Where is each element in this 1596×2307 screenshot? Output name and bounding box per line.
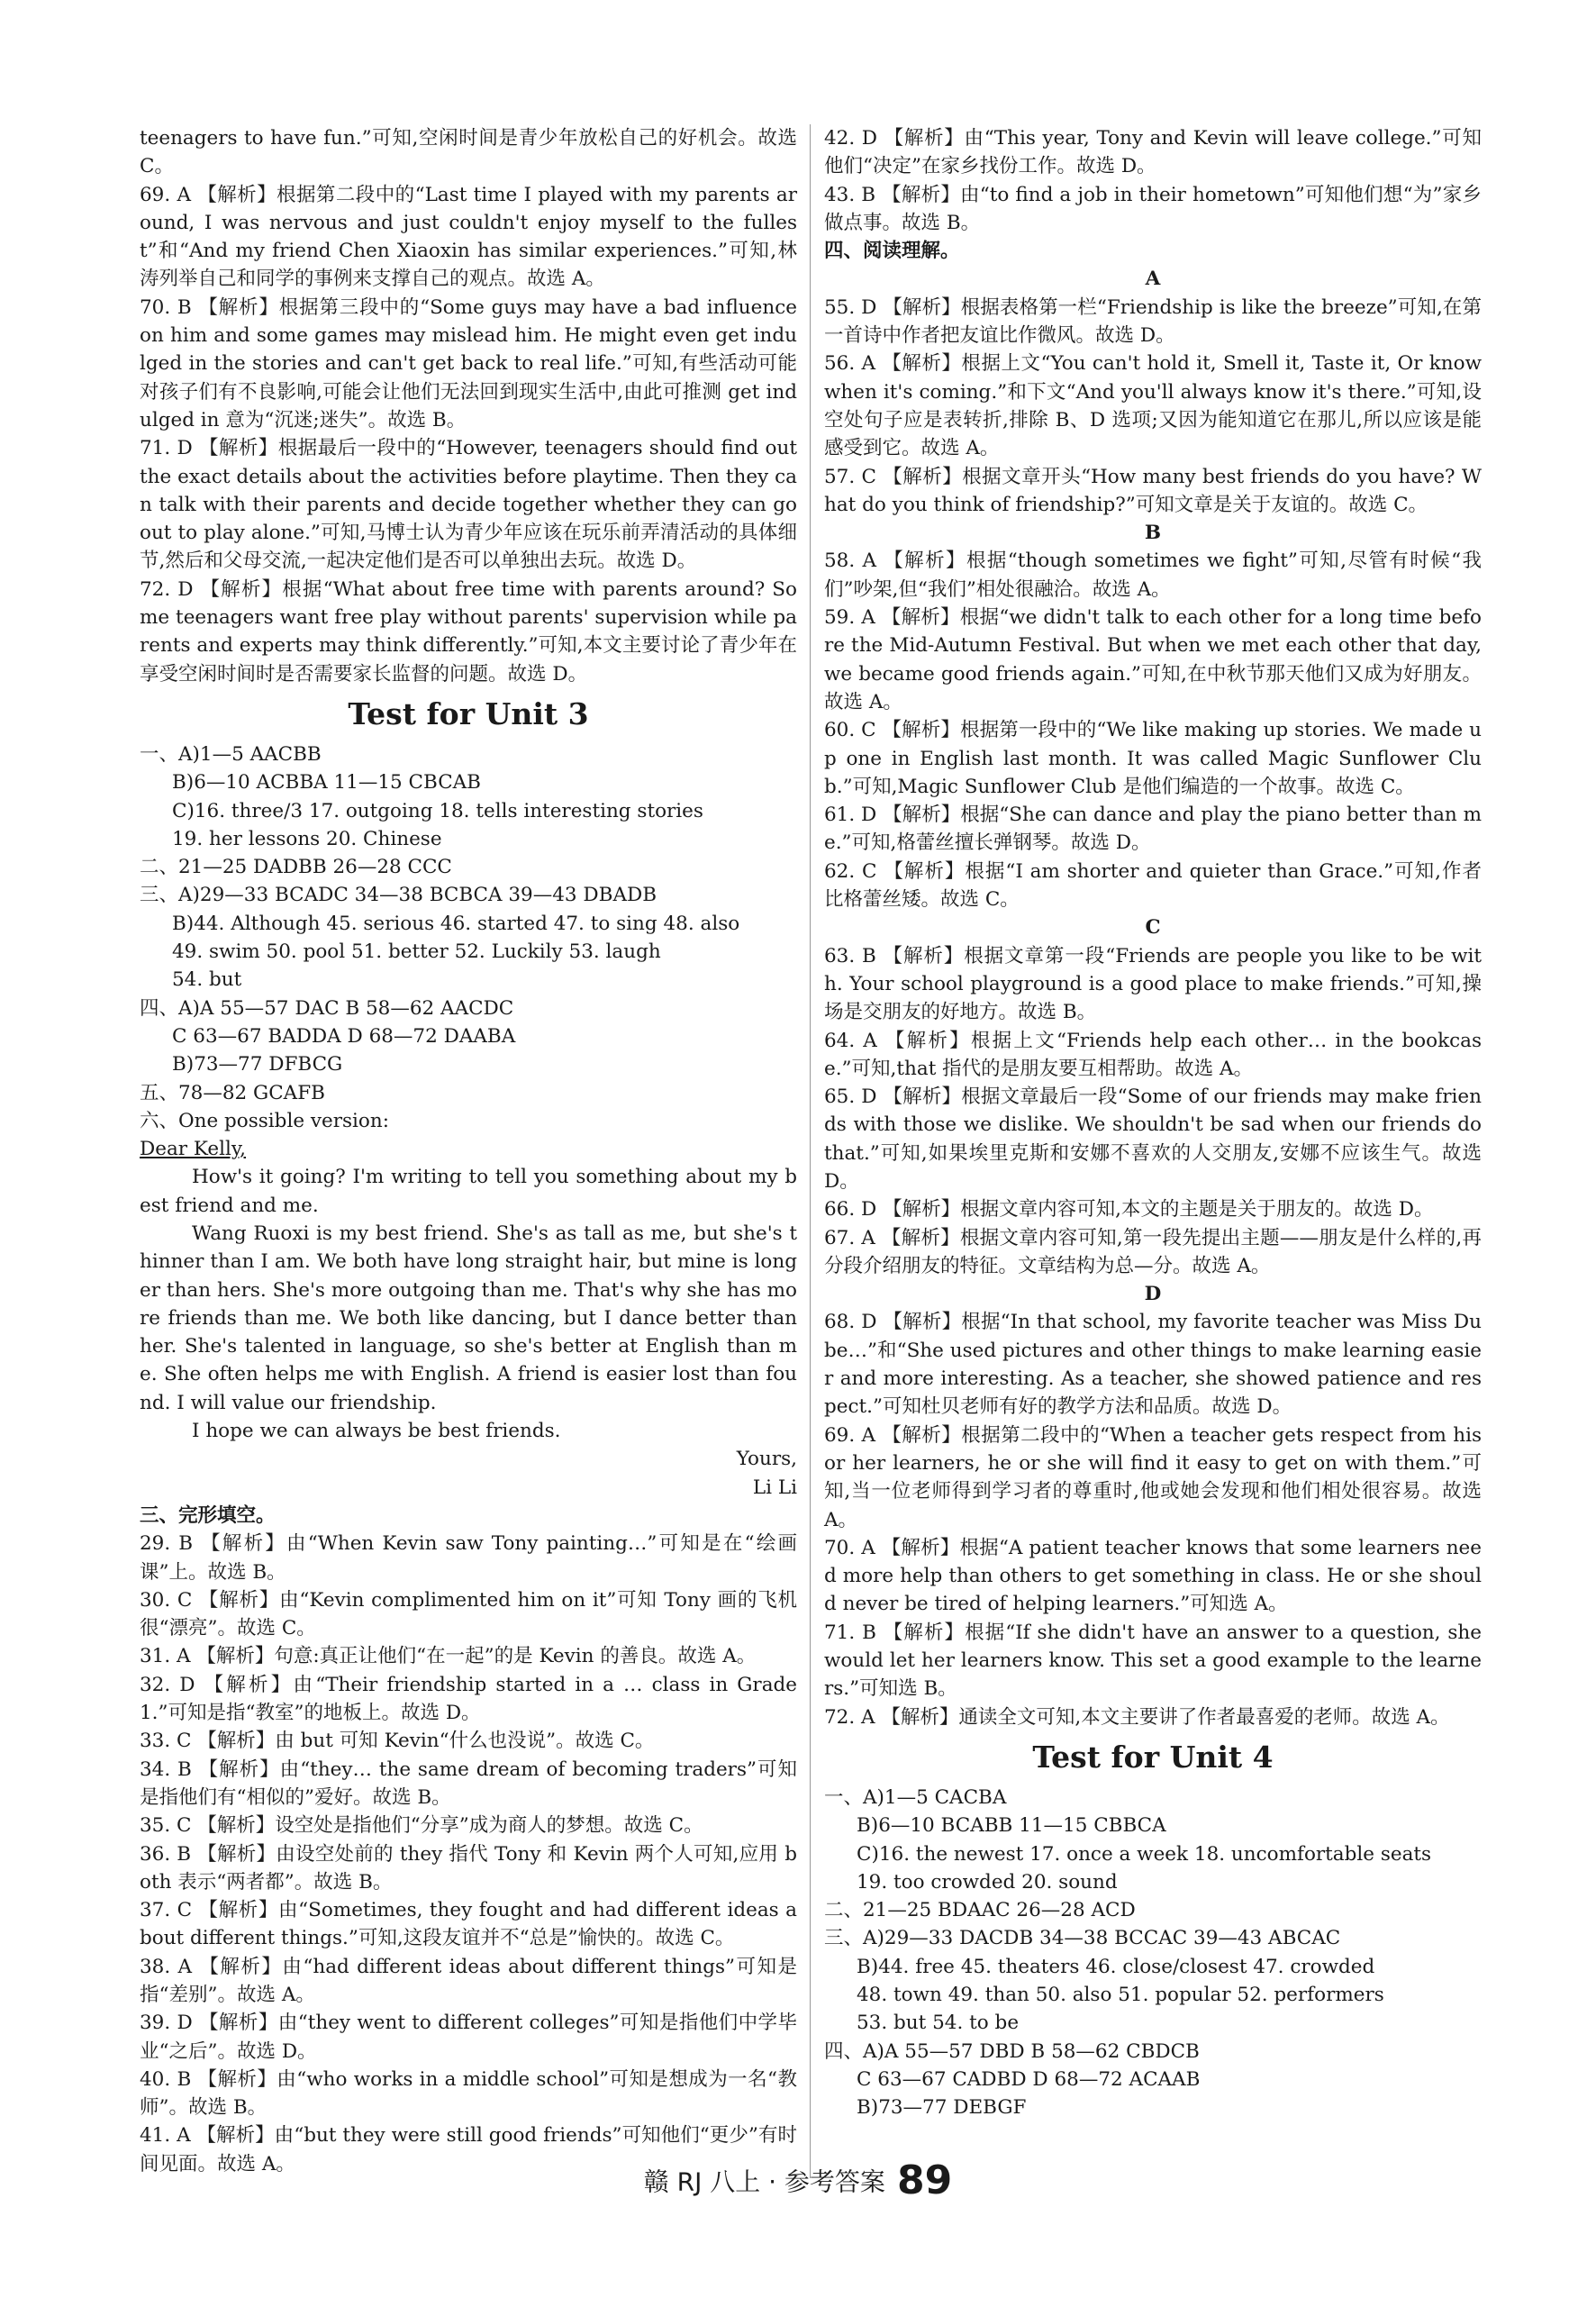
right-paragraph: 69. A 【解析】根据第二段中的“When a teacher gets respect from his or her learners, he or she will find it easy to get on with them.”可知,当一位老师得到学习者的尊重时,他或她会发现和他们相处很容易。故选 A。 (824, 1423, 1482, 1531)
right-paragraph: 55. D 【解析】根据表格第一栏“Friendship is like the breeze”可知,在第一首诗中作者把友谊比作微风。故选 D。 (824, 295, 1482, 348)
right-answer-line: 一、A)1—5 CACBA (824, 1785, 1007, 1809)
column-divider (810, 124, 811, 2178)
right-paragraph: 57. C 【解析】根据文章开头“How many best friends do you have? What do you think of friendship?”可知文章是关于友谊的。故选 C。 (824, 465, 1482, 516)
right-paragraph: 42. D 【解析】由“This year, Tony and Kevin will leave college.”可知他们“决定”在家乡找份工作。故选 D。 (824, 127, 1482, 178)
right-paragraph: 58. A 【解析】根据“though sometimes we fight”可知,尽管有时候“我们”吵架,但“我们”相处很融洽。故选 A。 (824, 550, 1482, 601)
left-unit-heading: Test for Unit 3 (348, 695, 589, 731)
left-answer-line: 四、A)A 55—57 DAC B 58—62 AACDC (140, 996, 514, 1020)
right-paragraph: 43. B 【解析】由“to find a job in their hometown”可知他们想“为”家乡做点事。故选 B。 (824, 183, 1482, 234)
left-paragraph: 32. D 【解析】由“Their friendship started in a … class in Grade 1.”可知是指“教室”的地板上。故选 D。 (140, 1673, 797, 1725)
right-paragraph: 61. D 【解析】根据“She can dance and play the piano better than me.”可知,格蕾丝擅长弹钢琴。故选 D。 (824, 804, 1482, 855)
left-answer-line: 19. her lessons 20. Chinese (172, 827, 442, 850)
left-paragraph: 71. D 【解析】根据最后一段中的“However, teenagers should find out the exact details about the activities before playtime. Then they can talk with their parents and decide together whether they can go out to play alone.”可知,马博士认为青少年应该在玩乐前弄清活动的具体细节,然后和父母交流,一起决定他们是否可以单独出去玩。故选 D。 (140, 437, 797, 573)
left-paragraph: 39. D 【解析】由“they went to different colleges”可知是指他们中学毕业“之后”。故选 D。 (140, 2012, 797, 2063)
left-paragraph: Yours, (736, 1448, 797, 1471)
right-answer-line: C 63—67 CADBD D 68—72 ACAAB (857, 2067, 1201, 2091)
right-paragraph: 71. B 【解析】根据“If she didn't have an answer to a question, she would let her learners know. This set a good example to the learners.”可知选 B。 (824, 1621, 1482, 1701)
left-paragraph: 36. B 【解析】由设空处前的 they 指代 Tony 和 Kevin 两个人可知,应用 both 表示“两者都”。故选 B。 (140, 1842, 797, 1894)
right-paragraph: 66. D 【解析】根据文章内容可知,本文的主题是关于朋友的。故选 D。 (824, 1198, 1434, 1222)
right-column (824, 124, 1482, 2121)
right-answer-line: 19. too crowded 20. sound (857, 1870, 1118, 1894)
left-answer-line: B)44. Although 45. serious 46. started 47. to sing 48. also (172, 912, 740, 935)
left-answer-line: C)16. three/3 17. outgoing 18. tells interesting stories (172, 799, 703, 822)
left-paragraph: 35. C 【解析】设空处是指他们“分享”成为商人的梦想。故选 C。 (140, 1814, 703, 1838)
right-paragraph: 63. B 【解析】根据文章第一段“Friends are people you like to be with. Your school playground is a good place to make friends.”可知,操场是交朋友的好地方。故选 B。 (824, 944, 1482, 1024)
page-number: 89 (897, 2157, 953, 2203)
page-footer (0, 2157, 1596, 2203)
left-answer-line: C 63—67 BADDA D 68—72 DAABA (172, 1024, 516, 1048)
left-answer-line: 一、A)1—5 AACBB (140, 742, 322, 766)
left-paragraph: 41. A 【解析】由“but they were still good friends”可知他们“更少”有时间见面。故选 A。 (140, 2124, 797, 2175)
left-paragraph: 40. B 【解析】由“who works in a middle school”可知是想成为一名“教师”。故选 B。 (140, 2067, 797, 2120)
left-paragraph: Wang Ruoxi is my best friend. She's as tall as me, but she's thinner than I am. We both have long straight hair, but mine is longer than hers. She's more outgoing than me. That's why she has more friends than me. We both like dancing, but I dance better than her. She's talented in language, so she's better at English than me. She often helps me with English. A friend is easier lost than found. I will value our friendship. (140, 1222, 797, 1414)
right-paragraph: 59. A 【解析】根据“we didn't talk to each other for a long time before the Mid-Autumn Festival. But when we met each other that day, we became good friends again.”可知,在中秋节那天他们又成为好朋友。故选 A。 (824, 606, 1482, 713)
right-passage-label: B (1144, 522, 1162, 545)
right-answer-line: B)44. free 45. theaters 46. close/closest 47. crowded (857, 1955, 1375, 1978)
left-paragraph: 38. A 【解析】由“had different ideas about different things”可知是指“差别”。故选 A。 (140, 1955, 797, 2006)
left-paragraph: 34. B 【解析】由“they… the same dream of becoming traders”可知是指他们有“相似的”爱好。故选 B。 (140, 1757, 797, 1809)
left-section-heading: 三、完形填空。 (140, 1503, 276, 1527)
left-answer-line: 六、One possible version: (140, 1109, 389, 1132)
right-answer-line: 48. town 49. than 50. also 51. popular 52. performers (857, 1984, 1384, 2006)
right-answer-line: 三、A)29—33 DACDB 34—38 BCCAC 39—43 ABCAC (824, 1927, 1341, 1950)
left-paragraph: 30. C 【解析】由“Kevin complimented him on it”可知 Tony 画的飞机很“漂亮”。故选 C。 (140, 1588, 797, 1640)
left-paragraph: 33. C 【解析】由 but 可知 Kevin“什么也没说”。故选 C。 (140, 1730, 655, 1753)
left-paragraph: 31. A 【解析】句意:真正让他们“在一起”的是 Kevin 的善良。故选 A。 (140, 1645, 757, 1668)
left-paragraph: 37. C 【解析】由“Sometimes, they fought and had different ideas about different things.”可知,这段友谊并不“总是”愉快的。故选 C。 (140, 1899, 797, 1950)
right-answer-line: B)6—10 BCABB 11—15 CBBCA (857, 1814, 1166, 1838)
right-answer-line: C)16. the newest 17. once a week 18. uncomfortable seats (857, 1842, 1432, 1866)
right-paragraph: 56. A 【解析】根据上文“You can't hold it, Smell it, Taste it, Or know when it's coming.”和下文“And you'll always know it's there.”可知,设空处句子应是表转折,排除 B、D 选项;又因为能知道它在那儿,所以应该是能感受到它。故选 A。 (824, 352, 1482, 460)
left-answer-line: 五、78—82 GCAFB (140, 1081, 325, 1104)
right-paragraph: 62. C 【解析】根据“I am shorter and quieter than Grace.”可知,作者比格蕾丝矮。故选 C。 (824, 859, 1482, 912)
left-answer-line: 二、21—25 DADBB 26—28 CCC (140, 856, 452, 879)
left-paragraph: Dear Kelly, (140, 1138, 246, 1161)
right-paragraph: 64. A 【解析】根据上文“Friends help each other… in the bookcase.”可知,that 指代的是朋友要互相帮助。故选 A。 (824, 1029, 1482, 1080)
right-passage-label: A (1145, 268, 1161, 291)
left-column (140, 124, 797, 2178)
left-paragraph: How's it going? I'm writing to tell you something about my best friend and me. (140, 1166, 797, 1217)
left-paragraph: Li Li (752, 1476, 797, 1499)
right-paragraph: 68. D 【解析】根据“In that school, my favorite teacher was Miss Dube…”和“She used pictures and other things to make learning easier and more interesting. As a teacher, she showed patience and respect.”可知杜贝老师有好的教学方法和品质。故选 D。 (824, 1311, 1482, 1419)
right-paragraph: 60. C 【解析】根据第一段中的“We like making up stories. We made up one in English last month. It was called Magic Sunflower Club.”可知,Magic Sunflower Club 是他们编造的一个故事。故选 C。 (824, 719, 1482, 798)
right-answer-line: B)73—77 DEBGF (857, 2096, 1027, 2120)
right-paragraph: 72. A 【解析】通读全文可知,本文主要讲了作者最喜爱的老师。故选 A。 (824, 1705, 1450, 1729)
left-paragraph: 70. B 【解析】根据第三段中的“Some guys may have a bad influence on him and some games may mislead him. He might even get indulged in the stories and can't get back to real life.”可知,有些活动可能对孩子们有不良影响,可能会让他们无法回到现实生活中,由此可推测 get indulged in 意为“沉迷;迷失”。故选 B。 (140, 295, 797, 431)
left-paragraph: I hope we can always be best friends. (192, 1420, 561, 1443)
left-answer-line: 54. but (172, 968, 242, 992)
right-answer-line: 53. but 54. to be (857, 2012, 1020, 2035)
footer-label: 赣 RJ 八上 · 参考答案 (643, 2166, 885, 2197)
right-paragraph: 65. D 【解析】根据文章最后一段“Some of our friends may make friends with those we dislike. We shouldn't be sad when our friends do that.”可知,如果埃里克斯和安娜不喜欢的人交朋友,安娜不应该生气。故选 D。 (824, 1085, 1482, 1193)
right-answer-line: 二、21—25 BDAAC 26—28 ACD (824, 1899, 1136, 1922)
right-passage-label: C (1145, 916, 1161, 940)
left-answer-line: B)6—10 ACBBA 11—15 CBCAB (172, 771, 481, 795)
right-section-heading: 四、阅读理解。 (824, 240, 960, 263)
left-answer-line: 三、A)29—33 BCADC 34—38 BCBCA 39—43 DBADB (140, 884, 657, 907)
left-paragraph: 69. A 【解析】根据第二段中的“Last time I played with my parents around, I was nervous and just couldn't enjoy myself to the fullest”和“And my friend Chen Xiaoxin has similar experiences.”可知,林涛列举自己和同学的事例来支撑自己的观点。故选 A。 (140, 183, 797, 291)
left-answer-line: 49. swim 50. pool 51. better 52. Luckily 53. laugh (172, 940, 661, 964)
right-paragraph: 67. A 【解析】根据文章内容可知,第一段先提出主题——朋友是什么样的,再分段介绍朋友的特征。文章结构为总—分。故选 A。 (824, 1226, 1482, 1277)
right-passage-label: D (1144, 1283, 1162, 1306)
left-paragraph: 72. D 【解析】根据“What about free time with parents around? Some teenagers want free play without parents' supervision while parents and experts may think differently.”可知,本文主要讨论了青少年在享受空闲时间时是否需要家长监督的问题。故选 D。 (140, 577, 797, 686)
left-paragraph: 29. B 【解析】由“When Kevin saw Tony painting…”可知是在“绘画课”上。故选 B。 (140, 1532, 797, 1584)
left-paragraph: teenagers to have fun.”可知,空闲时间是青少年放松自己的好机会。故选 C。 (140, 127, 797, 178)
right-paragraph: 70. A 【解析】根据“A patient teacher knows that some learners need more help than others to get something in class. He or she should never be tired of helping learners.”可知选 A。 (824, 1536, 1482, 1616)
left-answer-line: B)73—77 DFBCG (172, 1053, 343, 1076)
right-unit-heading: Test for Unit 4 (1032, 1739, 1274, 1775)
right-answer-line: 四、A)A 55—57 DBD B 58—62 CBDCB (824, 2039, 1200, 2063)
